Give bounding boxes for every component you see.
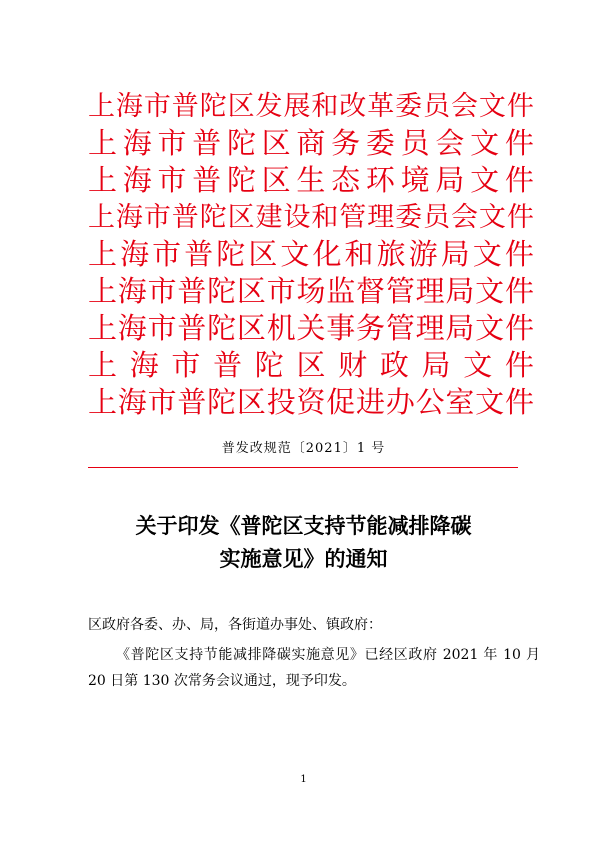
issuer-line: 上 海 市 普 陀 区 市 场 监 督 管 理 局 文 件 — [88, 274, 534, 308]
issuer-line: 上 海 市 普 陀 区 生 态 环 境 局 文 件 — [88, 163, 534, 197]
issuer-line: 上 海 市 普 陀 区 文 化 和 旅 游 局 文 件 — [88, 237, 534, 271]
title-line-2: 实施意见》的通知 — [219, 546, 388, 571]
issuer-line: 上 海 市 普 陀 区 建 设 和 管 理 委 员 会 文 件 — [88, 202, 534, 233]
issuer-line: 上 海 市 普 陀 区 财 政 局 文 件 — [88, 348, 534, 382]
body-paragraph: 《普陀区支持节能减排降碳实施意见》已经区政府 2021 年 10 月 20 日第 130 次常务会议通过，现予印发。 — [88, 647, 540, 689]
issuer-line: 上 海 市 普 陀 区 发 展 和 改 革 委 员 会 文 件 — [88, 91, 534, 122]
document-title — [0, 509, 607, 575]
page-number: 1 — [300, 774, 307, 785]
red-separator-line — [88, 467, 518, 468]
issuing-authorities-header — [88, 88, 534, 421]
title-line-1: 关于印发《普陀区支持节能减排降碳 — [135, 513, 472, 538]
issuer-line: 上 海 市 普 陀 区 投 资 促 进 办 公 室 文 件 — [88, 385, 534, 419]
issuer-line: 上 海 市 普 陀 区 机 关 事 务 管 理 局 文 件 — [88, 311, 534, 345]
document-number: 普发改规范〔2021〕1 号 — [221, 441, 386, 456]
recipients-line: 区政府各委、办、局，各街道办事处、镇政府： — [88, 617, 382, 633]
issuer-line: 上 海 市 普 陀 区 商 务 委 员 会 文 件 — [88, 126, 534, 160]
